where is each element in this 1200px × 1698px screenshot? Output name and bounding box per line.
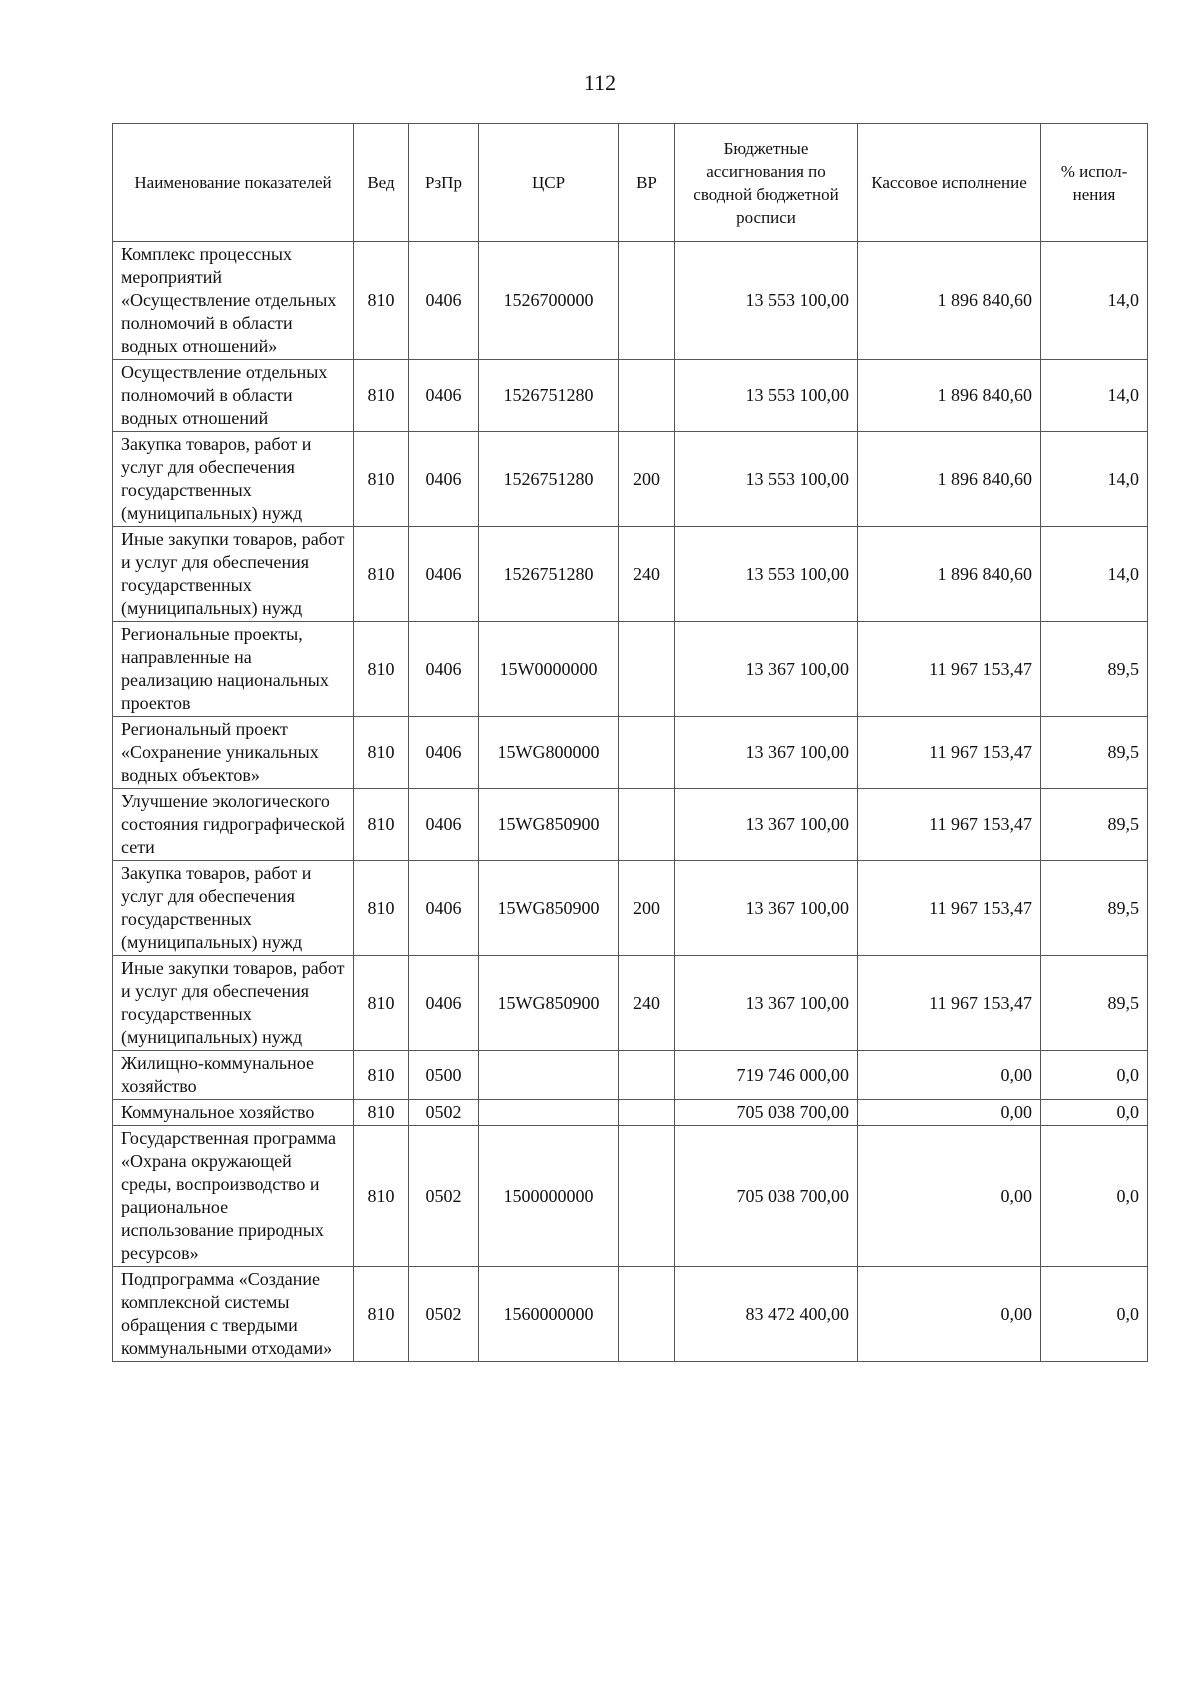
table-row <box>113 789 1148 861</box>
table-header <box>113 124 1148 242</box>
cell-name: Жилищно-коммунальное хозяйство <box>113 1051 354 1100</box>
cell-ved: 810 <box>354 527 409 622</box>
cell-assign: 13 367 100,00 <box>675 717 858 789</box>
cell-exec: 0,00 <box>858 1126 1041 1267</box>
cell-vr <box>619 622 675 717</box>
cell-rzpr: 0406 <box>409 360 479 432</box>
cell-csr <box>479 1100 619 1126</box>
cell-pct: 0,0 <box>1041 1126 1148 1267</box>
cell-ved: 810 <box>354 956 409 1051</box>
cell-ved: 810 <box>354 1126 409 1267</box>
cell-rzpr: 0406 <box>409 861 479 956</box>
cell-exec: 1 896 840,60 <box>858 432 1041 527</box>
cell-exec: 1 896 840,60 <box>858 527 1041 622</box>
cell-ved: 810 <box>354 432 409 527</box>
header-assign: Бюджетные ассигнования по сводной бюджетной росписи <box>675 124 858 242</box>
cell-rzpr: 0406 <box>409 956 479 1051</box>
cell-assign: 13 367 100,00 <box>675 956 858 1051</box>
cell-rzpr: 0500 <box>409 1051 479 1100</box>
cell-ved: 810 <box>354 622 409 717</box>
cell-assign: 13 553 100,00 <box>675 527 858 622</box>
table-row <box>113 717 1148 789</box>
cell-pct: 89,5 <box>1041 861 1148 956</box>
cell-ved: 810 <box>354 1100 409 1126</box>
cell-rzpr: 0406 <box>409 622 479 717</box>
cell-ved: 810 <box>354 1051 409 1100</box>
header-exec: Кассовое исполнение <box>858 124 1041 242</box>
cell-assign: 13 367 100,00 <box>675 789 858 861</box>
cell-vr <box>619 1267 675 1362</box>
cell-exec: 11 967 153,47 <box>858 789 1041 861</box>
cell-assign: 13 553 100,00 <box>675 242 858 360</box>
header-pct: % испол-нения <box>1041 124 1148 242</box>
cell-ved: 810 <box>354 242 409 360</box>
cell-pct: 89,5 <box>1041 789 1148 861</box>
cell-vr: 240 <box>619 527 675 622</box>
cell-csr: 15WG850900 <box>479 956 619 1051</box>
table-row <box>113 432 1148 527</box>
cell-rzpr: 0502 <box>409 1267 479 1362</box>
cell-csr: 15W0000000 <box>479 622 619 717</box>
cell-pct: 14,0 <box>1041 527 1148 622</box>
cell-ved: 810 <box>354 789 409 861</box>
cell-name: Иные закупки товаров, работ и услуг для обеспечения государственных (муниципальных) нужд <box>113 527 354 622</box>
cell-assign: 13 553 100,00 <box>675 432 858 527</box>
table-row <box>113 242 1148 360</box>
cell-vr <box>619 242 675 360</box>
cell-rzpr: 0406 <box>409 432 479 527</box>
page-number: 112 <box>583 70 617 95</box>
cell-assign: 13 367 100,00 <box>675 622 858 717</box>
cell-rzpr: 0502 <box>409 1100 479 1126</box>
cell-csr: 15WG800000 <box>479 717 619 789</box>
table-row <box>113 527 1148 622</box>
cell-vr: 240 <box>619 956 675 1051</box>
cell-name: Закупка товаров, работ и услуг для обеспечения государственных (муниципальных) нужд <box>113 861 354 956</box>
cell-name: Подпрограмма «Создание комплексной системы обращения с твердыми коммунальными отходами» <box>113 1267 354 1362</box>
cell-ved: 810 <box>354 360 409 432</box>
table-row <box>113 622 1148 717</box>
cell-rzpr: 0406 <box>409 789 479 861</box>
table-row <box>113 861 1148 956</box>
cell-pct: 89,5 <box>1041 622 1148 717</box>
cell-exec: 1 896 840,60 <box>858 242 1041 360</box>
table-row <box>113 360 1148 432</box>
table-row <box>113 956 1148 1051</box>
cell-ved: 810 <box>354 1267 409 1362</box>
cell-pct: 0,0 <box>1041 1051 1148 1100</box>
cell-pct: 89,5 <box>1041 717 1148 789</box>
cell-assign: 13 367 100,00 <box>675 861 858 956</box>
cell-pct: 0,0 <box>1041 1267 1148 1362</box>
cell-pct: 14,0 <box>1041 432 1148 527</box>
cell-rzpr: 0406 <box>409 527 479 622</box>
cell-exec: 0,00 <box>858 1051 1041 1100</box>
cell-assign: 705 038 700,00 <box>675 1100 858 1126</box>
header-vr: ВР <box>619 124 675 242</box>
header-rzpr: РзПр <box>409 124 479 242</box>
cell-name: Закупка товаров, работ и услуг для обеспечения государственных (муниципальных) нужд <box>113 432 354 527</box>
cell-csr: 1500000000 <box>479 1126 619 1267</box>
cell-vr: 200 <box>619 861 675 956</box>
cell-exec: 0,00 <box>858 1267 1041 1362</box>
cell-assign: 719 746 000,00 <box>675 1051 858 1100</box>
cell-rzpr: 0406 <box>409 242 479 360</box>
cell-exec: 11 967 153,47 <box>858 861 1041 956</box>
cell-vr <box>619 789 675 861</box>
cell-pct: 0,0 <box>1041 1100 1148 1126</box>
table-row <box>113 1051 1148 1100</box>
cell-pct: 89,5 <box>1041 956 1148 1051</box>
cell-name: Государственная программа «Охрана окружающей среды, воспроизводство и рациональное использование природных ресурсов» <box>113 1126 354 1267</box>
header-name: Наименование показателей <box>113 124 354 242</box>
cell-csr: 1526751280 <box>479 432 619 527</box>
cell-name: Иные закупки товаров, работ и услуг для обеспечения государственных (муниципальных) нужд <box>113 956 354 1051</box>
cell-exec: 11 967 153,47 <box>858 956 1041 1051</box>
cell-vr <box>619 1126 675 1267</box>
cell-exec: 11 967 153,47 <box>858 717 1041 789</box>
cell-ved: 810 <box>354 717 409 789</box>
cell-rzpr: 0502 <box>409 1126 479 1267</box>
cell-vr <box>619 1100 675 1126</box>
cell-name: Улучшение экологического состояния гидрографической сети <box>113 789 354 861</box>
cell-name: Региональные проекты, направленные на реализацию национальных проектов <box>113 622 354 717</box>
table-row <box>113 1100 1148 1126</box>
cell-assign: 705 038 700,00 <box>675 1126 858 1267</box>
cell-csr: 1526751280 <box>479 527 619 622</box>
cell-rzpr: 0406 <box>409 717 479 789</box>
header-csr: ЦСР <box>479 124 619 242</box>
header-ved: Вед <box>354 124 409 242</box>
cell-csr: 1526700000 <box>479 242 619 360</box>
cell-name: Осуществление отдельных полномочий в области водных отношений <box>113 360 354 432</box>
cell-name: Региональный проект «Сохранение уникальных водных объектов» <box>113 717 354 789</box>
cell-csr: 15WG850900 <box>479 789 619 861</box>
table-row <box>113 1126 1148 1267</box>
cell-name: Комплекс процессных мероприятий «Осуществление отдельных полномочий в области водных отношений» <box>113 242 354 360</box>
cell-assign: 83 472 400,00 <box>675 1267 858 1362</box>
cell-pct: 14,0 <box>1041 242 1148 360</box>
table-row <box>113 1267 1148 1362</box>
cell-ved: 810 <box>354 861 409 956</box>
cell-vr: 200 <box>619 432 675 527</box>
cell-csr: 1526751280 <box>479 360 619 432</box>
cell-name: Коммунальное хозяйство <box>113 1100 354 1126</box>
cell-vr <box>619 717 675 789</box>
table-body <box>113 242 1148 1362</box>
cell-vr <box>619 1051 675 1100</box>
cell-csr <box>479 1051 619 1100</box>
cell-csr: 15WG850900 <box>479 861 619 956</box>
cell-exec: 0,00 <box>858 1100 1041 1126</box>
cell-assign: 13 553 100,00 <box>675 360 858 432</box>
cell-exec: 1 896 840,60 <box>858 360 1041 432</box>
budget-table <box>112 123 1148 1362</box>
cell-vr <box>619 360 675 432</box>
cell-exec: 11 967 153,47 <box>858 622 1041 717</box>
cell-pct: 14,0 <box>1041 360 1148 432</box>
cell-csr: 1560000000 <box>479 1267 619 1362</box>
